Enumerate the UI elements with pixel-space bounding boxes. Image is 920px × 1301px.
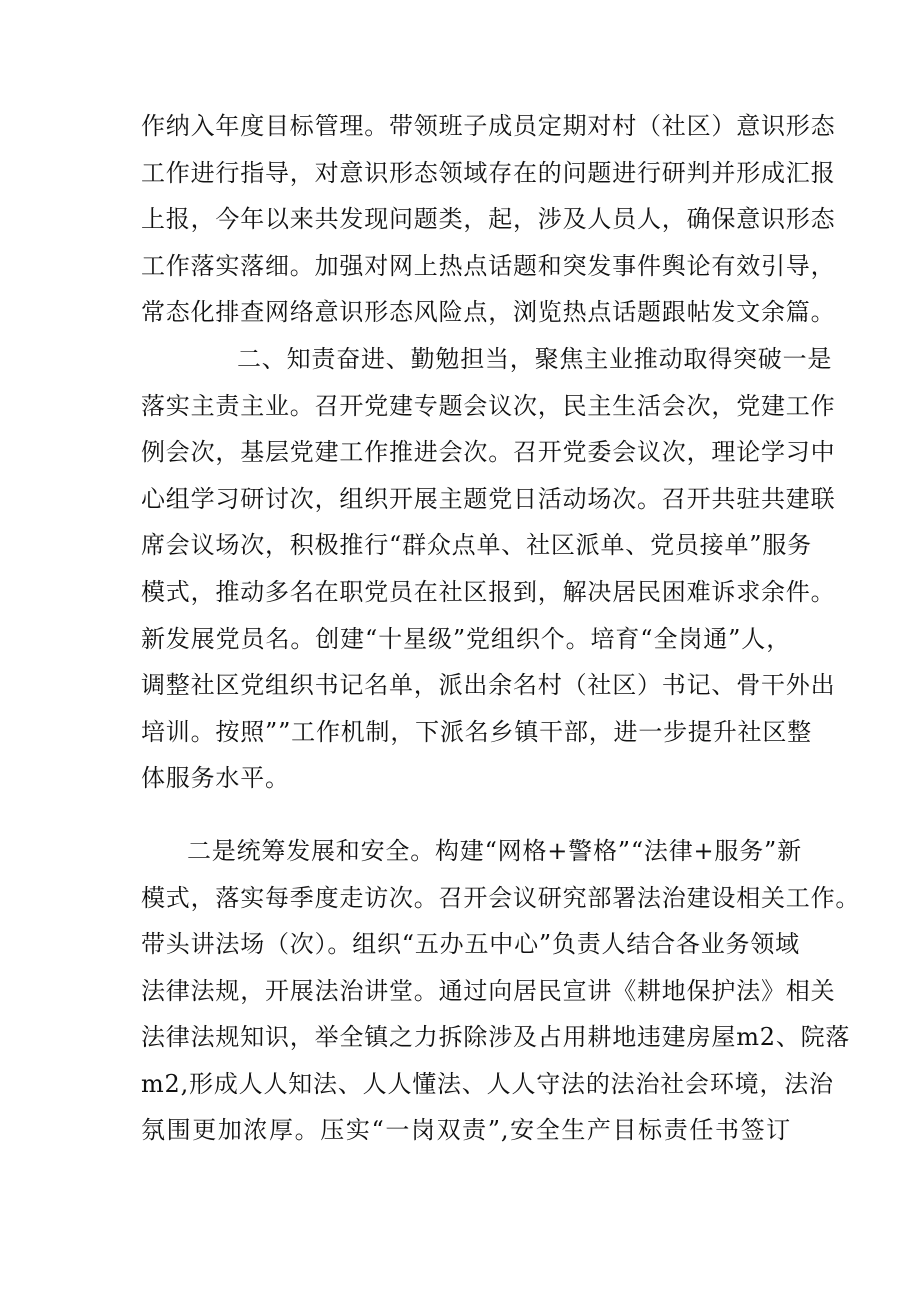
paragraph-first-line: 二是统筹发展和安全。构建“网格+警格”“法律+服务”新 <box>187 836 802 865</box>
paragraph-line: 模式，推动多名在职党员在社区报到，解决居民困难诉求余件。 <box>141 577 836 606</box>
paragraph-line: 氛围更加浓厚。压实“一岗双责”,安全生产目标责任书签订 <box>141 1116 791 1145</box>
paragraph-line: 工作进行指导，对意识形态领域存在的问题进行研判并形成汇报 <box>141 158 836 187</box>
paragraph-line: 模式，落实每季度走访次。召开会议研究部署法治建设相关工作。 <box>141 883 861 912</box>
paragraph-line: 培训。按照””工作机制，下派名乡镇干部，进一步提升社区整 <box>141 717 812 746</box>
paragraph-line: 常态化排查网络意识形态风险点，浏览热点话题跟帖发文余篇。 <box>141 298 836 327</box>
paragraph-line: 工作落实落细。加强对网上热点话题和突发事件舆论有效引导， <box>141 251 836 280</box>
paragraph-line: 体服务水平。 <box>141 764 290 793</box>
paragraph-line: 调整社区党组织书记名单，派出余名村（社区）书记、骨干外出 <box>141 671 836 700</box>
paragraph-line: 席会议场次，积极推行“群众点单、社区派单、党员接单”服务 <box>141 531 812 560</box>
section-heading-line: 二、知责奋进、勤勉担当，聚焦主业推动取得突破一是 <box>237 344 833 373</box>
paragraph-line: 例会次，基层党建工作推进会次。召开党委会议次，理论学习中 <box>141 438 836 467</box>
paragraph-line: m2,形成人人知法、人人懂法、人人守法的法治社会环境，法治 <box>141 1069 834 1098</box>
paragraph-line: 上报，今年以来共发现问题类，起，涉及人员人，确保意识形态 <box>141 205 836 234</box>
paragraph-line: 心组学习研讨次，组织开展主题党日活动场次。召开共驻共建联 <box>141 484 836 513</box>
paragraph-line: 法律法规，开展法治讲堂。通过向居民宣讲《耕地保护法》相关 <box>141 976 836 1005</box>
paragraph-line: 新发展党员名。创建“十星级”党组织个。培育“全岗通”人， <box>141 624 791 653</box>
paragraph-line: 法律法规知识，举全镇之力拆除涉及占用耕地违建房屋m2、院落 <box>141 1023 851 1052</box>
paragraph-line: 带头讲法场（次）。组织“五办五中心”负责人结合各业务领域 <box>141 930 800 959</box>
paragraph-line: 作纳入年度目标管理。带领班子成员定期对村（社区）意识形态 <box>141 112 836 140</box>
paragraph-line: 落实主责主业。召开党建专题会议次，民主生活会次，党建工作 <box>141 391 836 420</box>
body-text <box>141 103 861 1154</box>
